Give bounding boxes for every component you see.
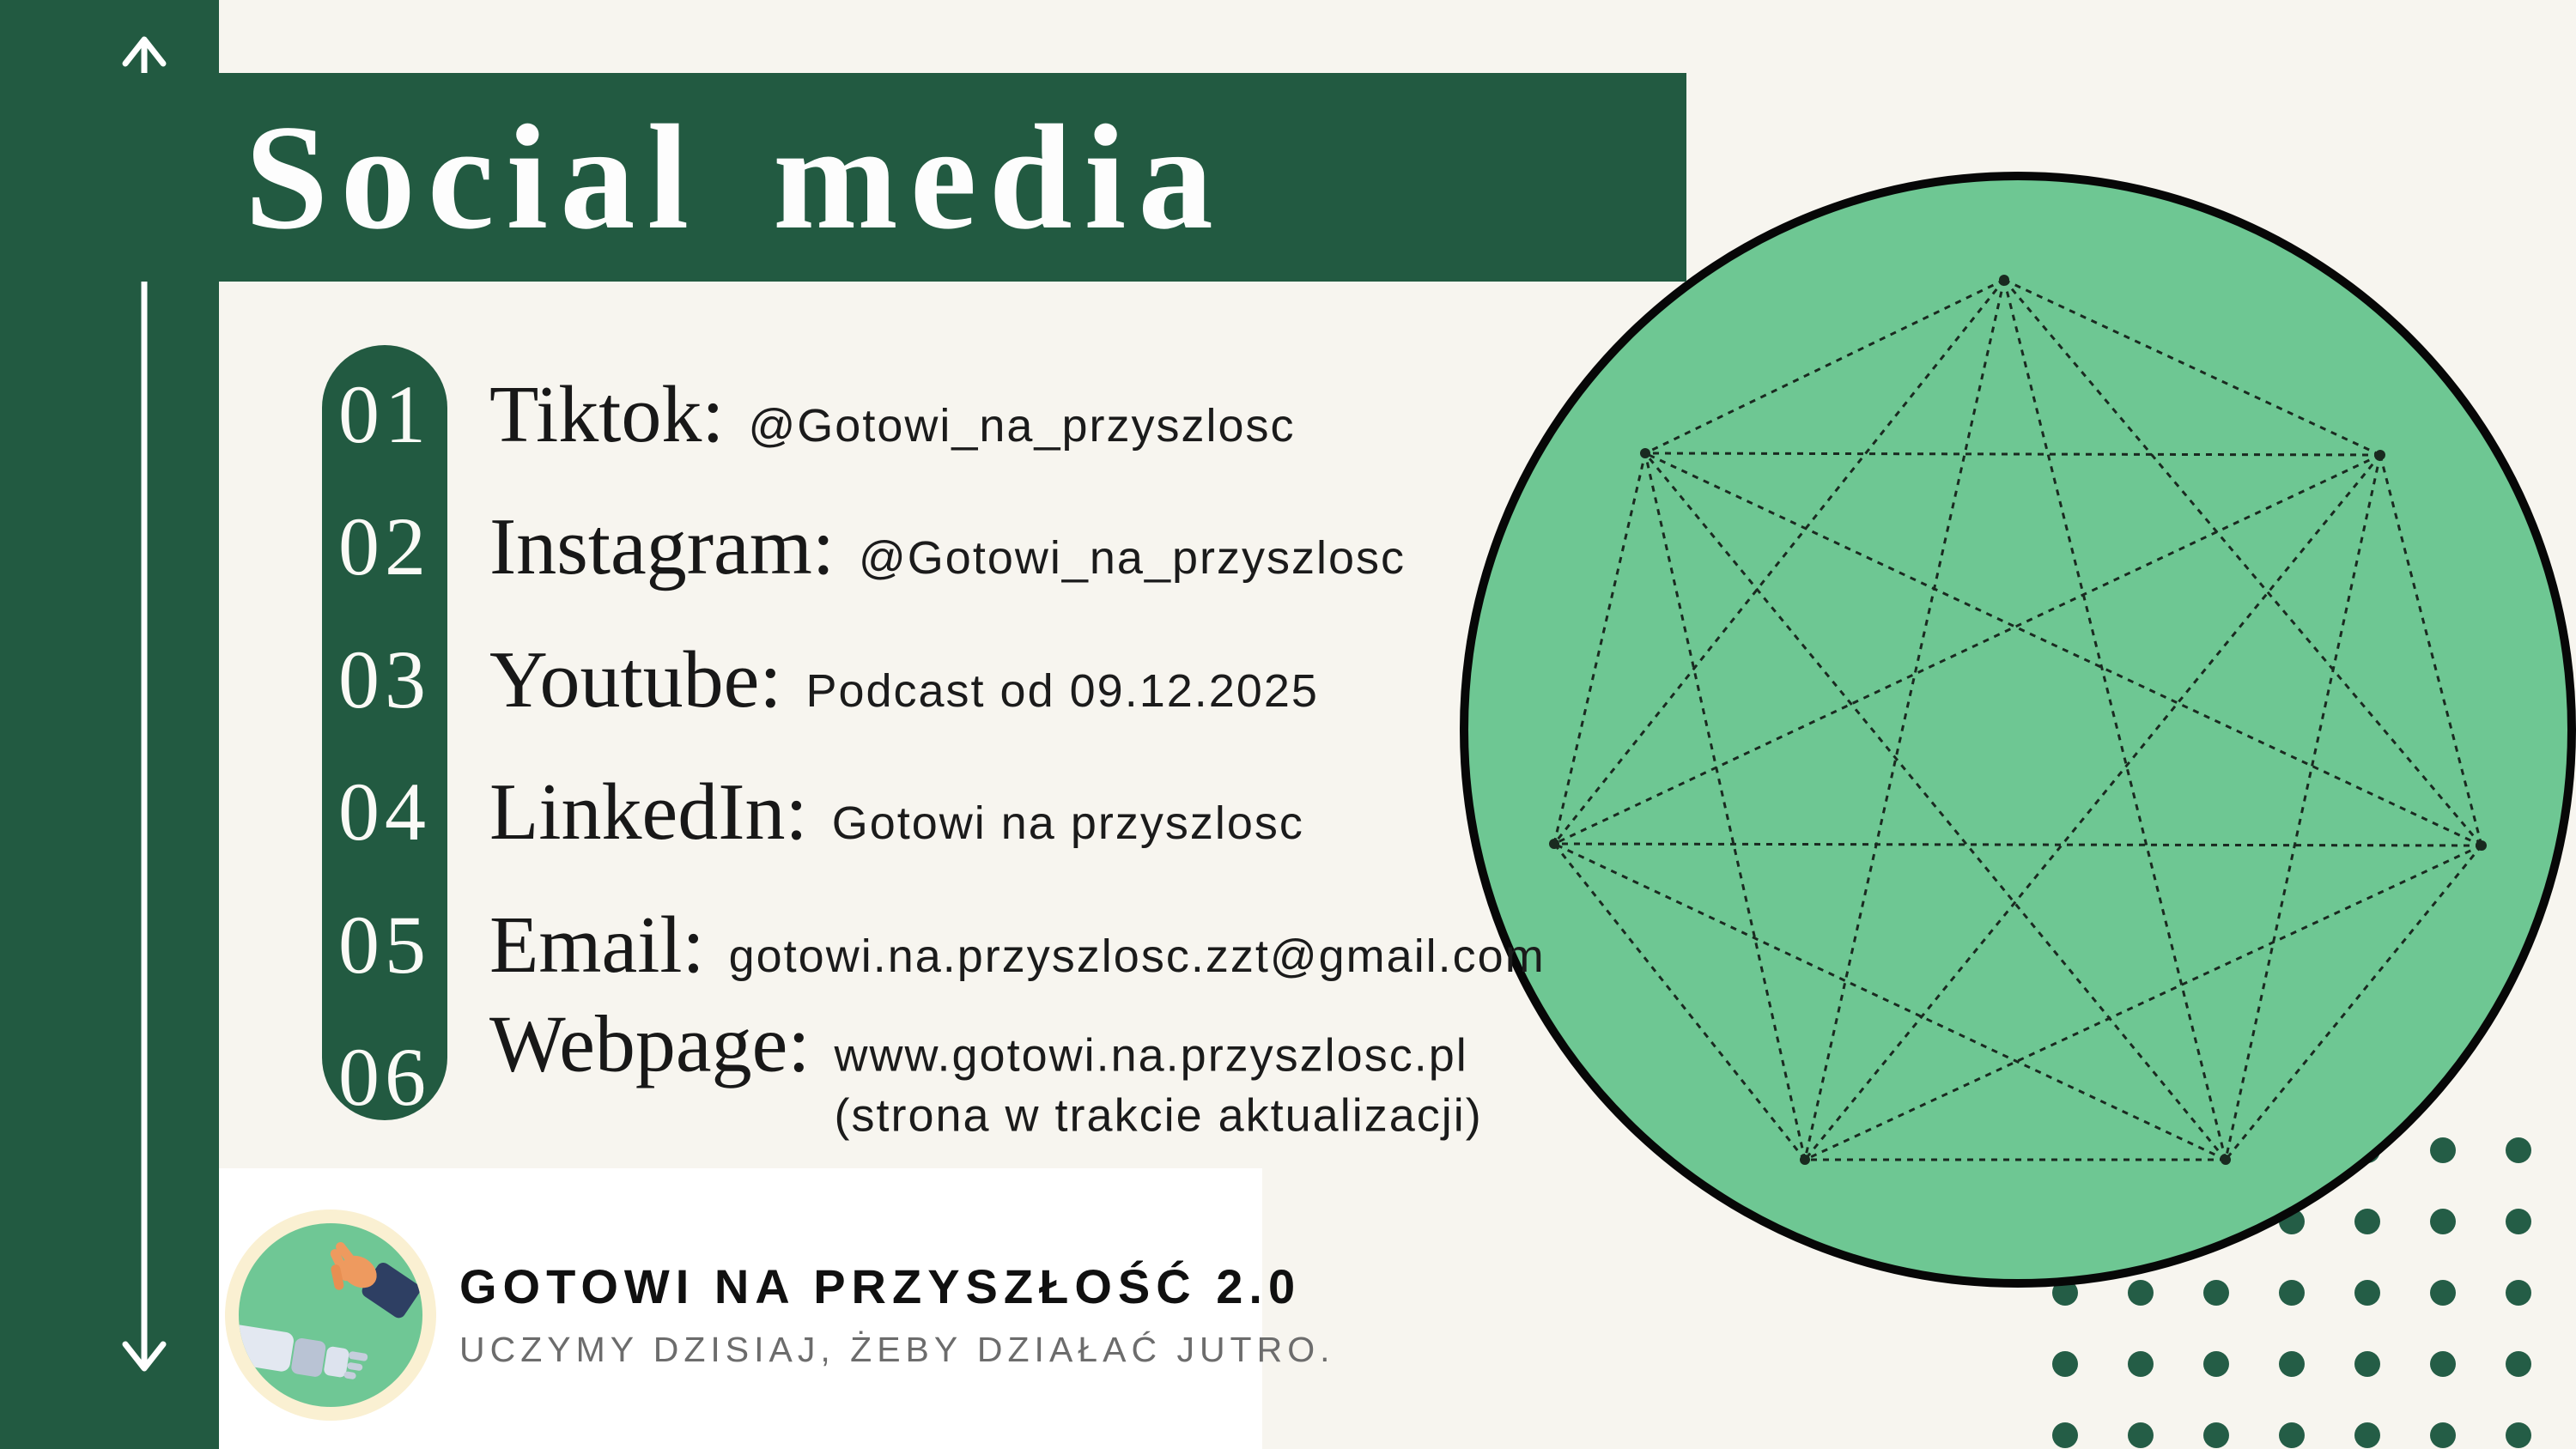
webpage-url: www.gotowi.na.przyszlosc.pl [834,1029,1468,1082]
list-item-webpage [489,999,1483,1142]
handshake-illustration [239,1223,422,1407]
email-address: gotowi.na.przyszlosc.zzt@gmail.com [728,931,1546,982]
item-number-6: 06 [338,1031,431,1123]
webpage-value-block [834,1029,1483,1142]
robot-human-handshake-icon [239,1223,422,1407]
item-number-4: 04 [338,766,431,858]
tiktok-handle: @Gotowi_na_przyszlosc [748,400,1296,452]
item-number-2: 02 [338,500,431,592]
webpage-note: (strona w trakcie aktualizacji) [834,1089,1483,1142]
list-item-youtube [489,635,1319,724]
email-label: Email: [489,900,705,990]
item-number-1: 01 [338,368,431,460]
numbers-pill [322,345,447,1123]
network-circle [1464,176,2572,1283]
instagram-handle: @Gotowi_na_przyszlosc [858,532,1406,584]
page-title: Social media [245,94,1225,260]
list-item-instagram [489,502,1406,591]
brand-logo [225,1210,436,1421]
item-number-5: 05 [338,899,431,991]
item-number-3: 03 [338,634,431,725]
youtube-info: Podcast od 09.12.2025 [805,665,1319,717]
youtube-label: Youtube: [489,635,782,724]
instagram-label: Instagram: [489,502,835,591]
list-item-email [489,900,1546,990]
brand-tagline: UCZYMY DZISIAJ, ŻEBY DZIAŁAĆ JUTRO. [459,1330,1335,1369]
webpage-label: Webpage: [489,999,811,1089]
header-banner [0,73,1686,282]
tiktok-label: Tiktok: [489,370,725,459]
brand-name: GOTOWI NA PRZYSZŁOŚĆ 2.0 [459,1259,1302,1313]
list-item-linkedin [489,767,1304,857]
linkedin-label: LinkedIn: [489,767,808,857]
list-item-tiktok [489,370,1296,459]
linkedin-handle: Gotowi na przyszlosc [831,797,1304,849]
